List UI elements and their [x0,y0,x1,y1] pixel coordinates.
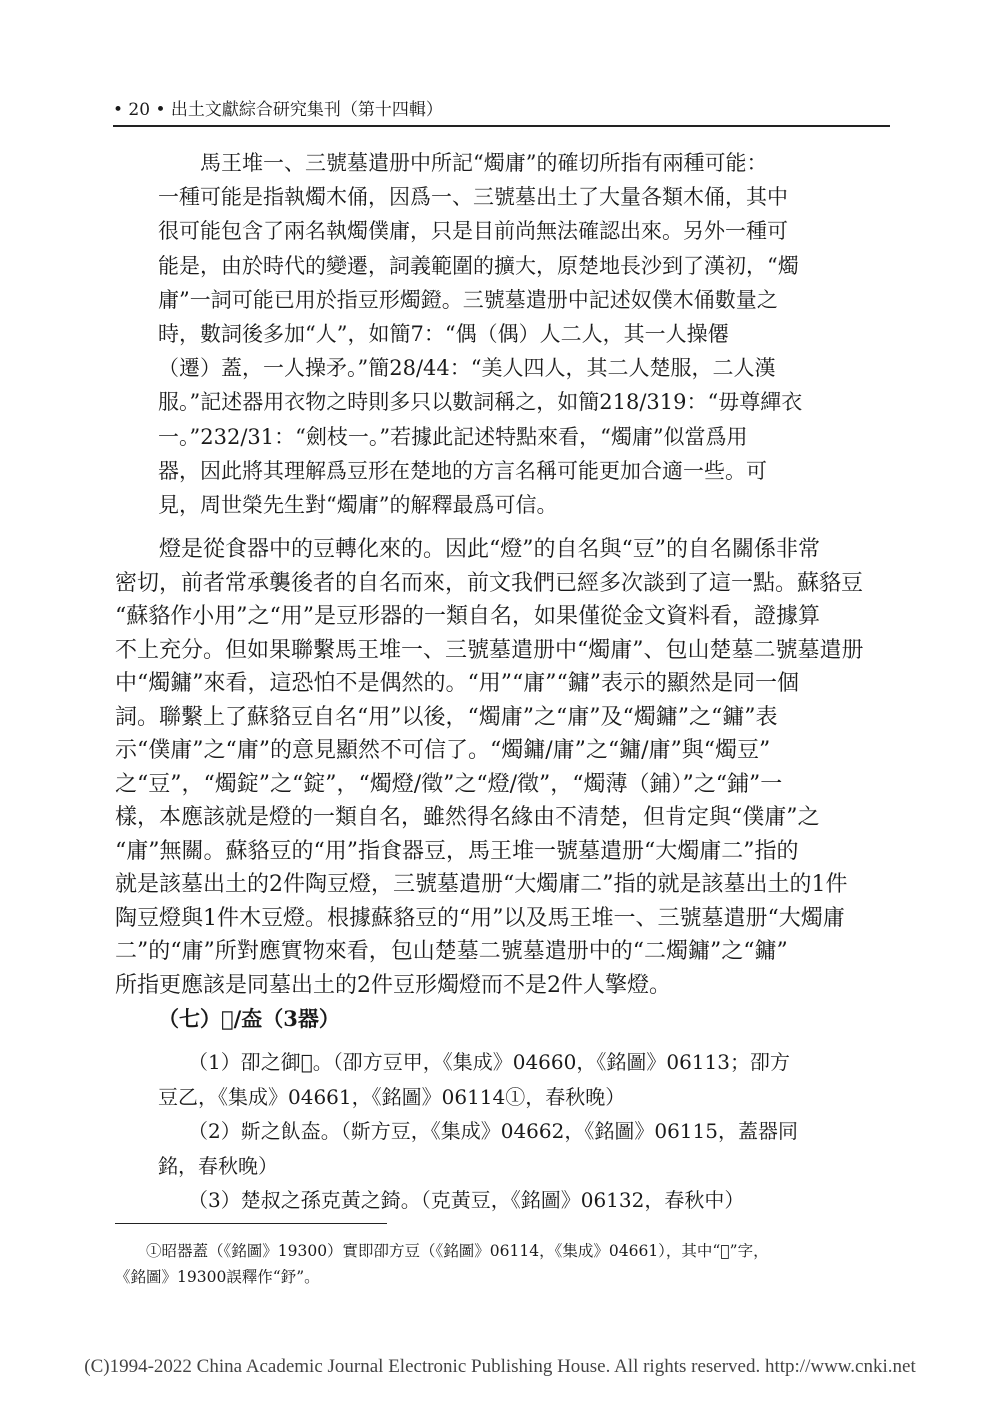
quote-line: （遷）蓋，一人操矛。”簡28/44：“美人四人，其二人楚服，二人漢 [158,356,776,381]
body-line: 密切，前者常承襲後者的自名而來，前文我們已經多次談到了這一點。蘇貉豆 [115,570,864,596]
quote-line: 器，因此將其理解爲豆形在楚地的方言名稱可能更加合適一些。可 [158,458,767,483]
list-item: 豆乙，《集成》04661，《銘圖》06114①，春秋晚） [158,1084,626,1109]
body-line: 陶豆燈與1件木豆燈。根據蘇貉豆的“用”以及馬王堆一、三號墓遣册“大燭庸 [115,905,845,931]
running-header [113,97,890,127]
footnote-line: 《銘圖》19300誤釋作“𨥤”。 [115,1268,320,1286]
body-line: 示“僕庸”之“庸”的意見顯然不可信了。“燭鏞/庸”之“鏞/庸”與“燭豆” [115,738,771,763]
body-line: 中“燭鏞”來看，這恐怕不是偶然的。“用”“庸”“鏞”表示的顯然是同一個 [115,671,799,696]
list-item: （3）楚叔之孫克黃之錡。（克黃豆，《銘圖》06132，春秋中） [158,1188,745,1212]
body-line: “庸”無關。蘇貉豆的“用”指食器豆，馬王堆一號墓遣册“大燭庸二”指的 [115,838,799,864]
body-line: 不上充分。但如果聯繫馬王堆一、三號墓遣册中“燭庸”、包山楚墓二號墓遣册 [115,637,864,663]
quote-line: 庸”一詞可能已用於指豆形燭鐙。三號墓遣册中記述奴僕木俑數量之 [158,287,778,312]
body-line: 就是該墓出土的2件陶豆燈，三號墓遣册“大燭庸二”指的就是該墓出土的1件 [115,872,848,897]
section-heading: （七）𨥶/盇（3器） [158,1006,340,1031]
header-title: • 20 • 出土文獻綜合研究集刊（第十四輯） [113,100,443,120]
indented-quotation [158,146,858,522]
body-line: 詞。聯繫上了蘇貉豆自名“用”以後，“燭庸”之“庸”及“燭鏞”之“鏞”表 [115,704,778,730]
list-item: 銘，春秋晚） [158,1153,278,1178]
body-line: 之“豆”，“燭錠”之“錠”，“燭燈/徵”之“燈/徵”，“燭薄（鋪）”之“鋪”一 [115,771,783,797]
inscription-list [158,1045,878,1218]
quote-line: 服。”記述器用衣物之時則多只以數詞稱之，如簡218/319：“毋尊繟衣 [158,390,803,415]
footnote [115,1238,895,1290]
body-line: 所指更應該是同墓出土的2件豆形燭燈而不是2件人擎燈。 [115,972,671,998]
list-item: （1）卲之御𨥶。（卲方豆甲，《集成》04660，《銘圖》06113；卲方 [158,1050,790,1074]
quote-line: 見，周世榮先生對“燭庸”的解釋最爲可信。 [158,493,558,518]
quote-line: 一種可能是指執燭木俑，因爲一、三號墓出土了大量各類木俑，其中 [158,185,788,210]
body-line: 二”的“庸”所對應實物來看，包山楚墓二號墓遣册中的“二燭鏞”之“鏞” [115,939,788,964]
body-line: “蘇貉作小用”之“用”是豆形器的一類自名，如果僅從金文資料看，證據算 [115,604,820,629]
quote-line: 一。”232/31：“劍枝一。”若據此記述特點來看，“燭庸”似當爲用 [158,424,748,449]
body-line: 燈是從食器中的豆轉化來的。因此“燈”的自名與“豆”的自名關係非常 [115,537,820,562]
quote-line: 能是，由於時代的變遷，詞義範圍的擴大，原楚地長沙到了漢初，“燭 [158,253,799,278]
quote-line: 馬王堆一、三號墓遣册中所記“燭庸”的確切所指有兩種可能： [158,151,768,175]
list-item: （2）㪿之飤盇。（㪿方豆，《集成》04662，《銘圖》06115，蓋器同 [158,1119,798,1143]
footnote-divider [115,1223,387,1224]
quote-line: 時，數詞後多加“人”，如簡7：“偶（偶）人二人，其一人操僊 [158,322,729,347]
copyright-notice: (C)1994-2022 China Academic Journal Electronic Publishing House. All rights reserved. http://www.cnki.net [84,1356,916,1377]
body-line: 樣，本應該就是燈的一類自名，雖然得名緣由不清楚，但肯定與“僕庸”之 [115,805,820,830]
footnote-line: ①昭器蓋（《銘圖》19300）實即卲方豆（《銘圖》06114，《集成》04661），其中“𨥶”字， [115,1242,769,1260]
body-paragraph [115,533,885,1002]
quote-line: 很可能包含了兩名執燭僕庸，只是目前尚無法確認出來。另外一種可 [158,219,788,244]
